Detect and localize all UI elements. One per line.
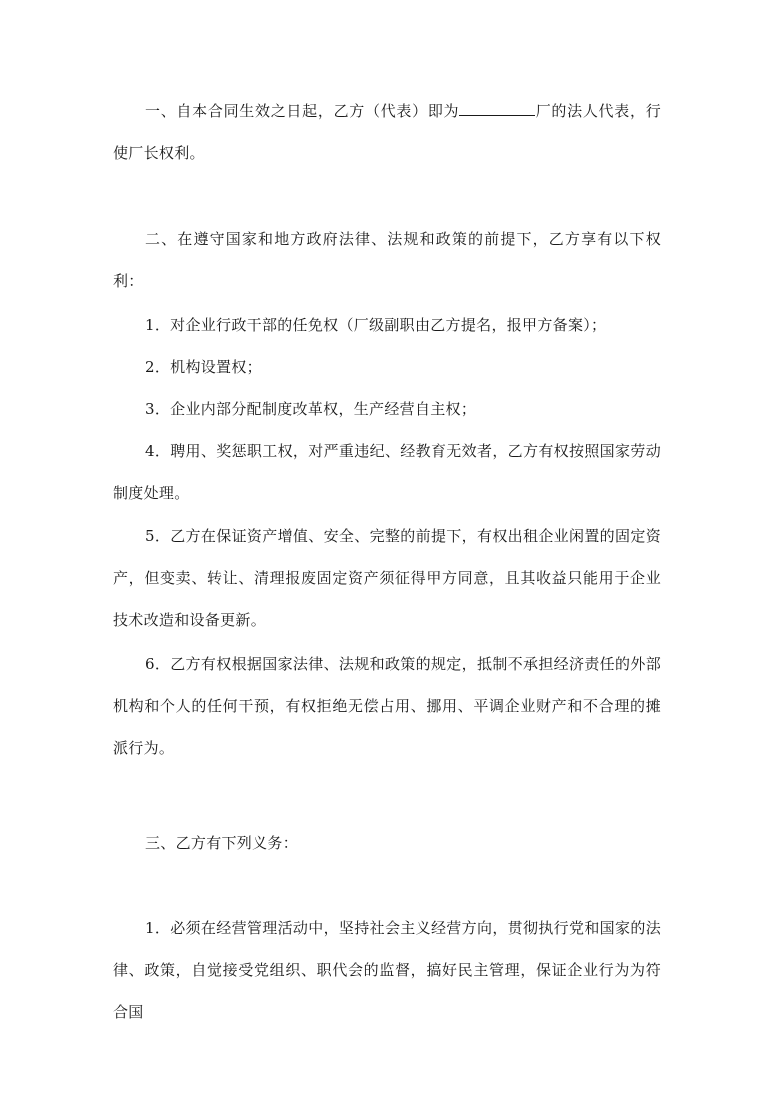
legal-rep-factory-blank [459, 98, 535, 116]
rights-item-3: 3．企业内部分配制度改革权，生产经营自主权； [145, 400, 477, 418]
clause-one-paragraph [113, 90, 661, 174]
clause-one-text-start: 一、自本合同生效之日起，乙方（代表）即为 [145, 102, 460, 120]
duties-item-1: 1．必须在经营管理活动中，坚持社会主义经营方向，贯彻执行党和国家的法律、政策，自觉接受党组织、职代会的监督，搞好民主管理，保证企业行为为符合国 [113, 919, 661, 1021]
clause-two-heading: 二、在遵守国家和地方政府法律、法规和政策的前提下，乙方享有以下权利： [113, 230, 661, 290]
rights-item-1: 1．对企业行政干部的任免权（厂级副职由乙方提名，报甲方备案）； [145, 316, 607, 334]
rights-item-5: 5．乙方在保证资产增值、安全、完整的前提下，有权出租企业闲置的固定资产，但变卖、转让、清理报废固定资产须征得甲方同意，且其收益只能用于企业技术改造和设备更新。 [113, 527, 661, 629]
rights-item-4: 4．聘用、奖惩职工权，对严重违纪、经教育无效者，乙方有权按照国家劳动制度处理。 [113, 442, 661, 502]
rights-item-2: 2．机构设置权； [145, 358, 262, 376]
rights-item-6: 6．乙方有权根据国家法律、法规和政策的规定，抵制不承担经济责任的外部机构和个人的任何干预，有权拒绝无偿占用、挪用、平调企业财产和不合理的摊派行为。 [113, 655, 661, 757]
clause-three-heading: 三、乙方有下列义务： [145, 834, 299, 852]
clause-one-text-end: 厂的法人代表，行使厂长权利。 [113, 102, 661, 162]
